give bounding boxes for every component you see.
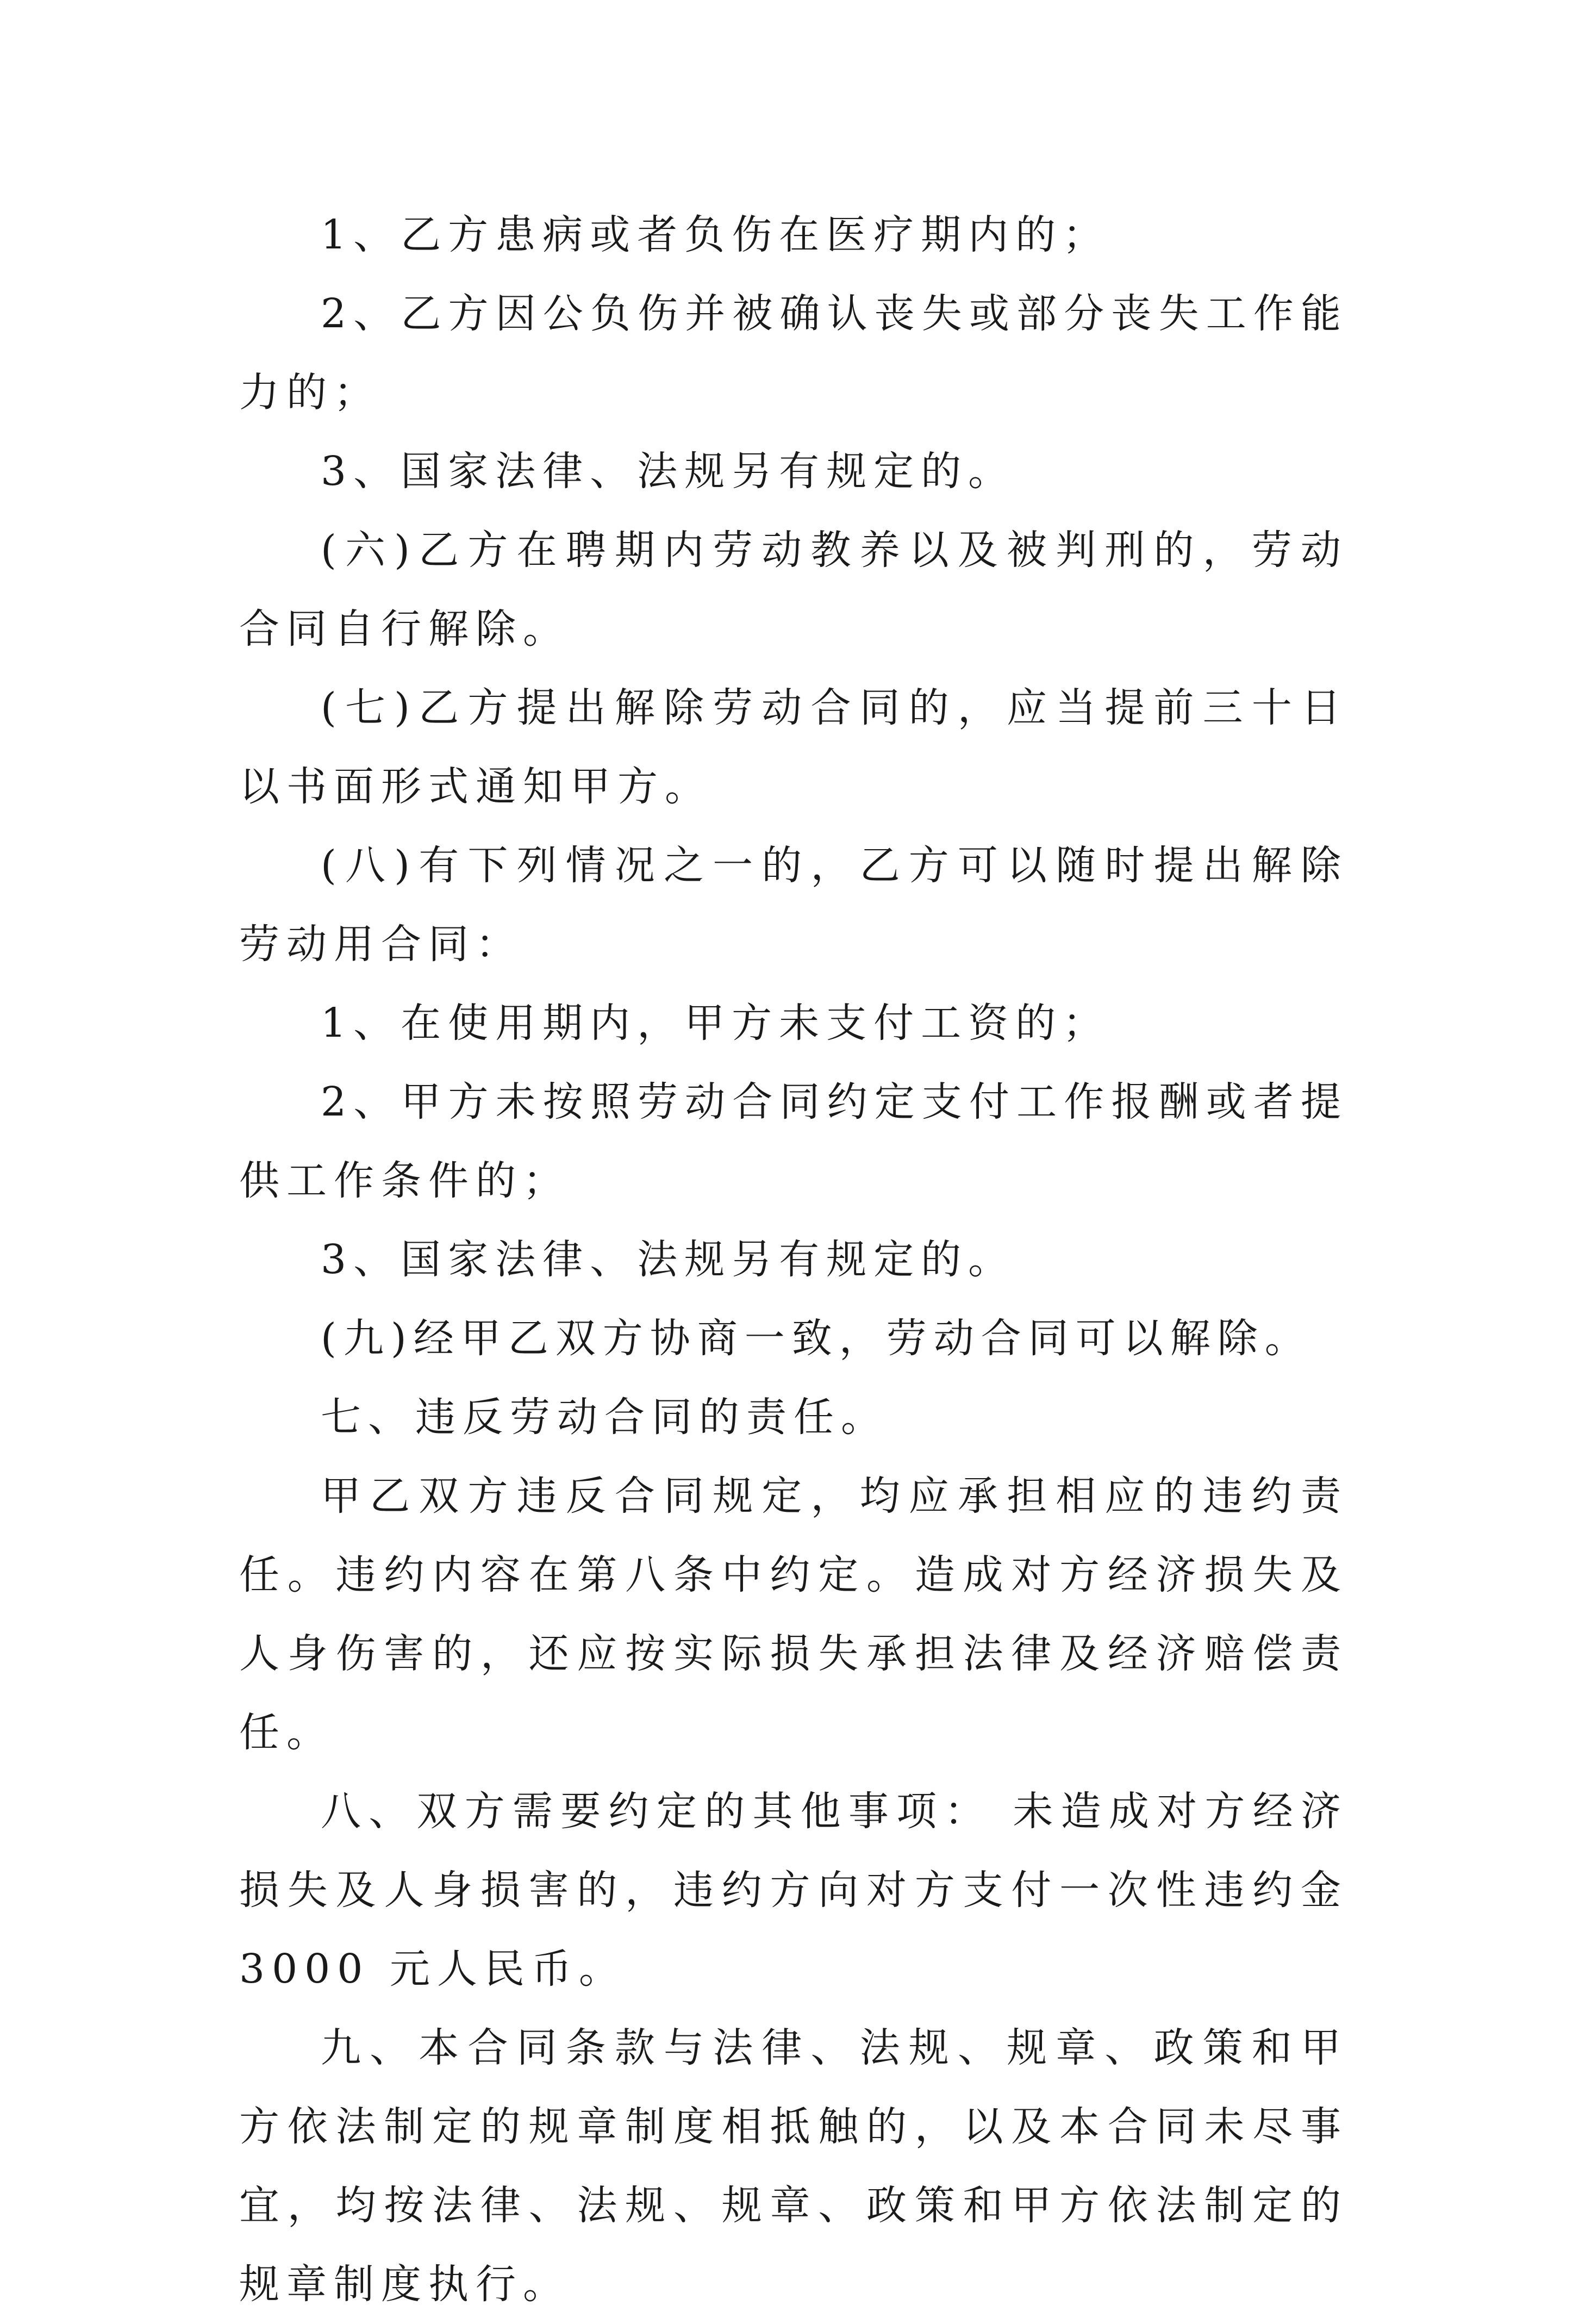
document-body xyxy=(239,196,1348,2324)
clause-item-3-law: 3、国家法律、法规另有规定的。 xyxy=(321,448,1016,495)
section-8-other-matters: 八、双方需要约定的其他事项： 未造成对方经济损失及人身损害的，违约方向对方支付一次性违约金 3000 元人民币。 xyxy=(239,1788,1348,1992)
clause-8-item-3-law: 3、国家法律、法规另有规定的。 xyxy=(321,1236,1016,1283)
section-9-conflict-rules: 九、本合同条款与法律、法规、规章、政策和甲方依法制定的规章制度相抵触的，以及本合同未尽事宜，均按法律、法规、规章、政策和甲方依法制定的规章制度执行。 xyxy=(239,2024,1348,2308)
clause-8-item-2-breach: 2、甲方未按照劳动合同约定支付工作报酬或者提供工作条件的； xyxy=(239,1079,1348,1204)
section-7-liability: 甲乙双方违反合同规定，均应承担相应的违约责任。违约内容在第八条中约定。造成对方经济损失及人身伤害的，还应按实际损失承担法律及经济赔偿责任。 xyxy=(239,1473,1348,1756)
clause-7-notice-termination: (七)乙方提出解除劳动合同的，应当提前三十日以书面形式通知甲方。 xyxy=(239,684,1348,810)
section-7-heading: 七、违反劳动合同的责任。 xyxy=(321,1394,888,1441)
clause-8-immediate-termination: (八)有下列情况之一的，乙方可以随时提出解除劳动用合同： xyxy=(239,842,1348,968)
clause-item-2-work-injury: 2、乙方因公负伤并被确认丧失或部分丧失工作能力的； xyxy=(239,290,1348,416)
clause-8-item-1-unpaid-wages: 1、在使用期内，甲方未支付工资的； xyxy=(321,1000,1110,1046)
clause-item-1-illness: 1、乙方患病或者负伤在医疗期内的； xyxy=(321,211,1110,258)
clause-6-automatic-termination: (六)乙方在聘期内劳动教养以及被判刑的，劳动合同自行解除。 xyxy=(239,527,1348,652)
clause-9-mutual-termination: (九)经甲乙双方协商一致，劳动合同可以解除。 xyxy=(321,1315,1312,1362)
